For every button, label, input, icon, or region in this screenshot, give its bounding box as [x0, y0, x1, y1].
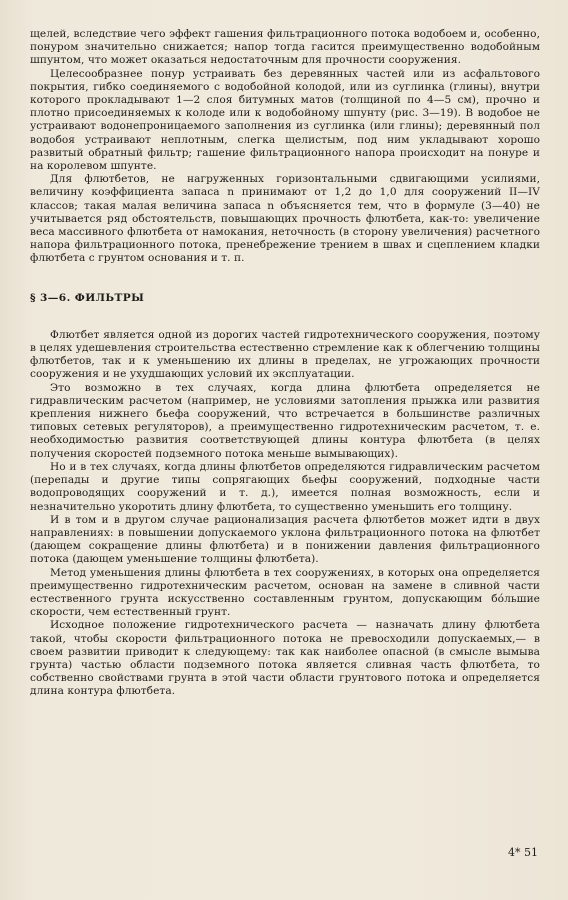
section-title: § 3—6. ФИЛЬТРЫ [30, 291, 145, 304]
page-text [30, 28, 540, 699]
paragraph-safety-factor: Для флютбетов, не нагруженных горизонтальными сдвигающими усилиями, величину коэффициента запаса n принимают от 1,2 до 1,0 для сооружений II—IV классов; такая малая величина запаса n объясняется тем, что в формуле (3—40) не учитывается ряд обстоятельств, повышающих прочность флютбета, как-то: увеличение веса массивного флютбета от намокания, неточность (в сторону увеличения) расчетного напора фильтрационного потока, пренебрежение трением в швах и сцеплением кладки флютбета с грунтом основания и т. п. [30, 173, 540, 265]
paragraph-apron: Целесообразнее понур устраивать без деревянных частей или из асфальтового покрытия, гибко соединяемого с водобойной колодой, или из суглинка (глины), внутри которого прокладывают 1—2 слоя битумных матов (толщиной по 4—5 см), прочно и плотно присоединяемых к колоде или к водобойному шпунту (рис. 3—19). В водобое не устраивают водонепроницаемого заполнения из суглинка (или глины); деревянный пол водобоя устраивают неплотным, слегка щелистым, под ним укладывают хорошо развитый обратный фильтр; гашение фильтрационного напора происходит на понуре и на королевом шпунте. [30, 67, 540, 173]
paragraph-continuation: щелей, вследствие чего эффект гашения фильтрационного потока водобоем и, особенно, понуром значительно снижается; напор тогда гасится преимущественно водобойным шпунтом, что может оказаться недостаточным для прочности сооружения. [30, 28, 540, 67]
paragraph-hydraulic-calc: Это возможно в тех случаях, когда длина флютбета определяется не гидравлическим расчетом (например, не условиями затопления прыжка или развития крепления нижнего бьефа сооружений, что встречается в большинстве различных типовых сетевых регуляторов), а преимущественно гидротехническим расчетом, т. е. необходимостью развития соответствующей длины контура флютбета (в целях получения скоростей подземного потока меньше вымывающих). [30, 381, 540, 460]
page-number: 4* 51 [508, 846, 538, 859]
paragraph-method: Метод уменьшения длины флютбета в тех сооружениях, в которых она определяется преимущественно гидротехническим расчетом, основан на замене в сливной части естественного грунта искусственно составленным грунтом, допускающим бо́льшие скорости, чем естественный грунт. [30, 566, 540, 619]
paragraph-flutbet-cost: Флютбет является одной из дорогих частей гидротехнического сооружения, поэтому в целях удешевления строительства естественно стремление как к облегчению толщины флютбетов, так и к уменьшению их длины в пределах, не угрожающих прочности сооружения и не ухудшающих условий их эксплуатации. [30, 328, 540, 381]
paragraph-length-reduction: Но и в тех случаях, когда длины флютбетов определяются гидравлическим расчетом (перепады и другие типы сопрягающих бьефы сооружений, подходные части водопроводящих сооружений и т. д.), имеется полная возможность, если и незначительно укоротить длину флютбета, то существенно уменьшить его толщину. [30, 460, 540, 513]
paragraph-initial-position: Исходное положение гидротехнического расчета — назначать длину флютбета такой, чтобы скорости фильтрационного потока не превосходили допускаемых,— в своем развитии приводит к следующему: так как наиболее опасной (в смысле вымыва грунта) частью области подземного потока является сливная часть флютбета, то собственно свойствами грунта в этой части области грунтового потока и определяется длина контура флютбета. [30, 619, 540, 698]
paragraph-two-directions: И в том и в другом случае рационализация расчета флютбетов может идти в двух направлениях: в повышении допускаемого уклона фильтрационного потока на флютбет (дающем сокращение длины флютбета) и в понижении давления фильтрационного потока (дающем уменьшение толщины флютбета). [30, 513, 540, 566]
